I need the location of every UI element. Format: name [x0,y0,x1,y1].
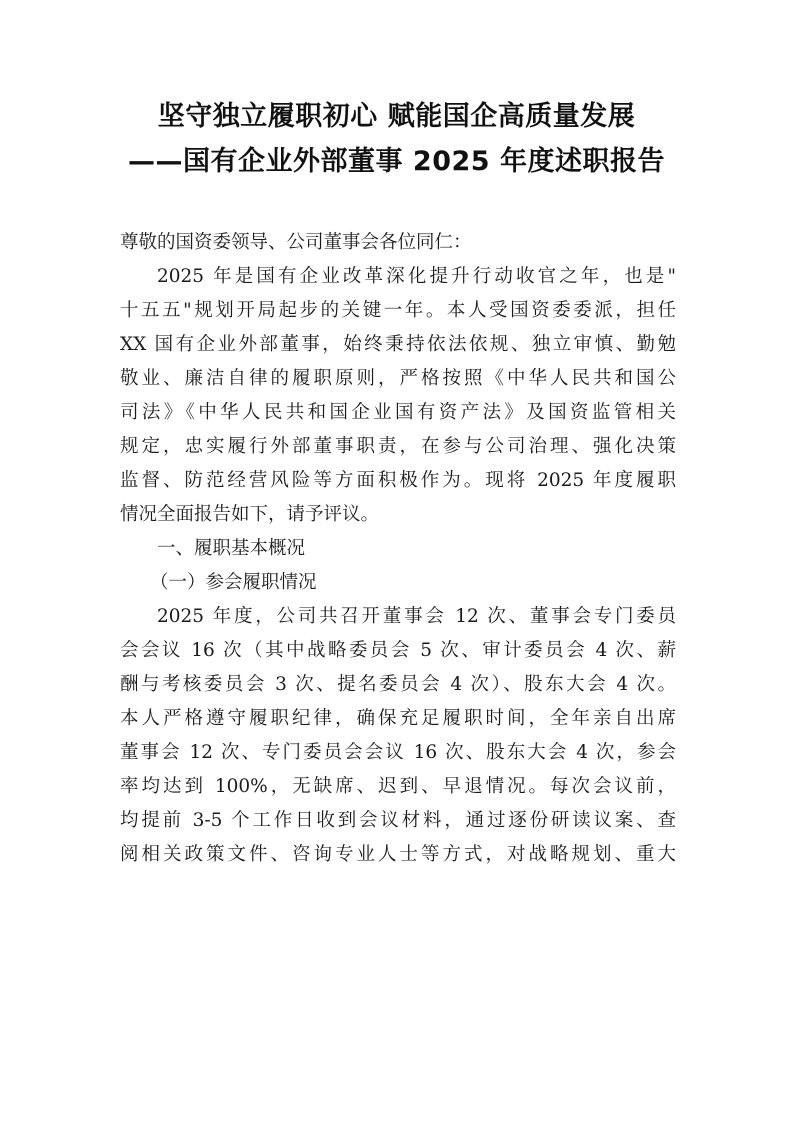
paragraph-line: 2025 年度，公司共召开董事会 12 次、董事会专门委员 [157,606,676,627]
intro-line: 监督、防范经营风险等方面积极作为。现将 2025 年度履职 [120,470,676,491]
document-body [120,226,676,872]
paragraph-line: 率均达到 100%，无缺席、迟到、早退情况。每次会议前， [120,776,676,797]
intro-line: 规定，忠实履行外部董事职责，在参与公司治理、强化决策 [120,436,676,457]
intro-line: XX 国有企业外部董事，始终秉持依法依规、独立审慎、勤勉 [120,334,676,355]
paragraph-line: 阅相关政策文件、咨询专业人士等方式，对战略规划、重大 [120,844,676,865]
intro-line: 十五五"规划开局起步的关键一年。本人受国资委委派，担任 [120,300,676,321]
intro-line: 司法》《中华人民共和国企业国有资产法》及国资监管相关 [120,402,676,423]
document-subtitle: ——国有企业外部董事 2025 年度述职报告 [128,146,665,177]
paragraph-line: 均提前 3-5 个工作日收到会议材料，通过逐份研读议案、查 [120,810,676,831]
document-title: 坚守独立履职初心 赋能国企高质量发展 [157,101,636,132]
section-heading: 一、履职基本概况 [157,538,306,559]
paragraph-line: 本人严格遵守履职纪律，确保充足履职时间，全年亲自出席 [120,708,676,729]
intro-line: 敬业、廉洁自律的履职原则，严格按照《中华人民共和国公 [120,368,676,389]
salutation: 尊敬的国资委领导、公司董事会各位同仁： [120,232,472,253]
paragraph-line: 会会议 16 次（其中战略委员会 5 次、审计委员会 4 次、薪 [120,640,676,661]
paragraph-line: 酬与考核委员会 3 次、提名委员会 4 次）、股东大会 4 次。 [120,674,676,695]
subsection-heading: （一）参会履职情况 [150,572,317,593]
intro-line: 情况全面报告如下，请予评议。 [120,504,380,525]
intro-line: 2025 年是国有企业改革深化提升行动收官之年，也是" [157,266,676,287]
paragraph-line: 董事会 12 次、专门委员会会议 16 次、股东大会 4 次，参会 [120,742,676,763]
